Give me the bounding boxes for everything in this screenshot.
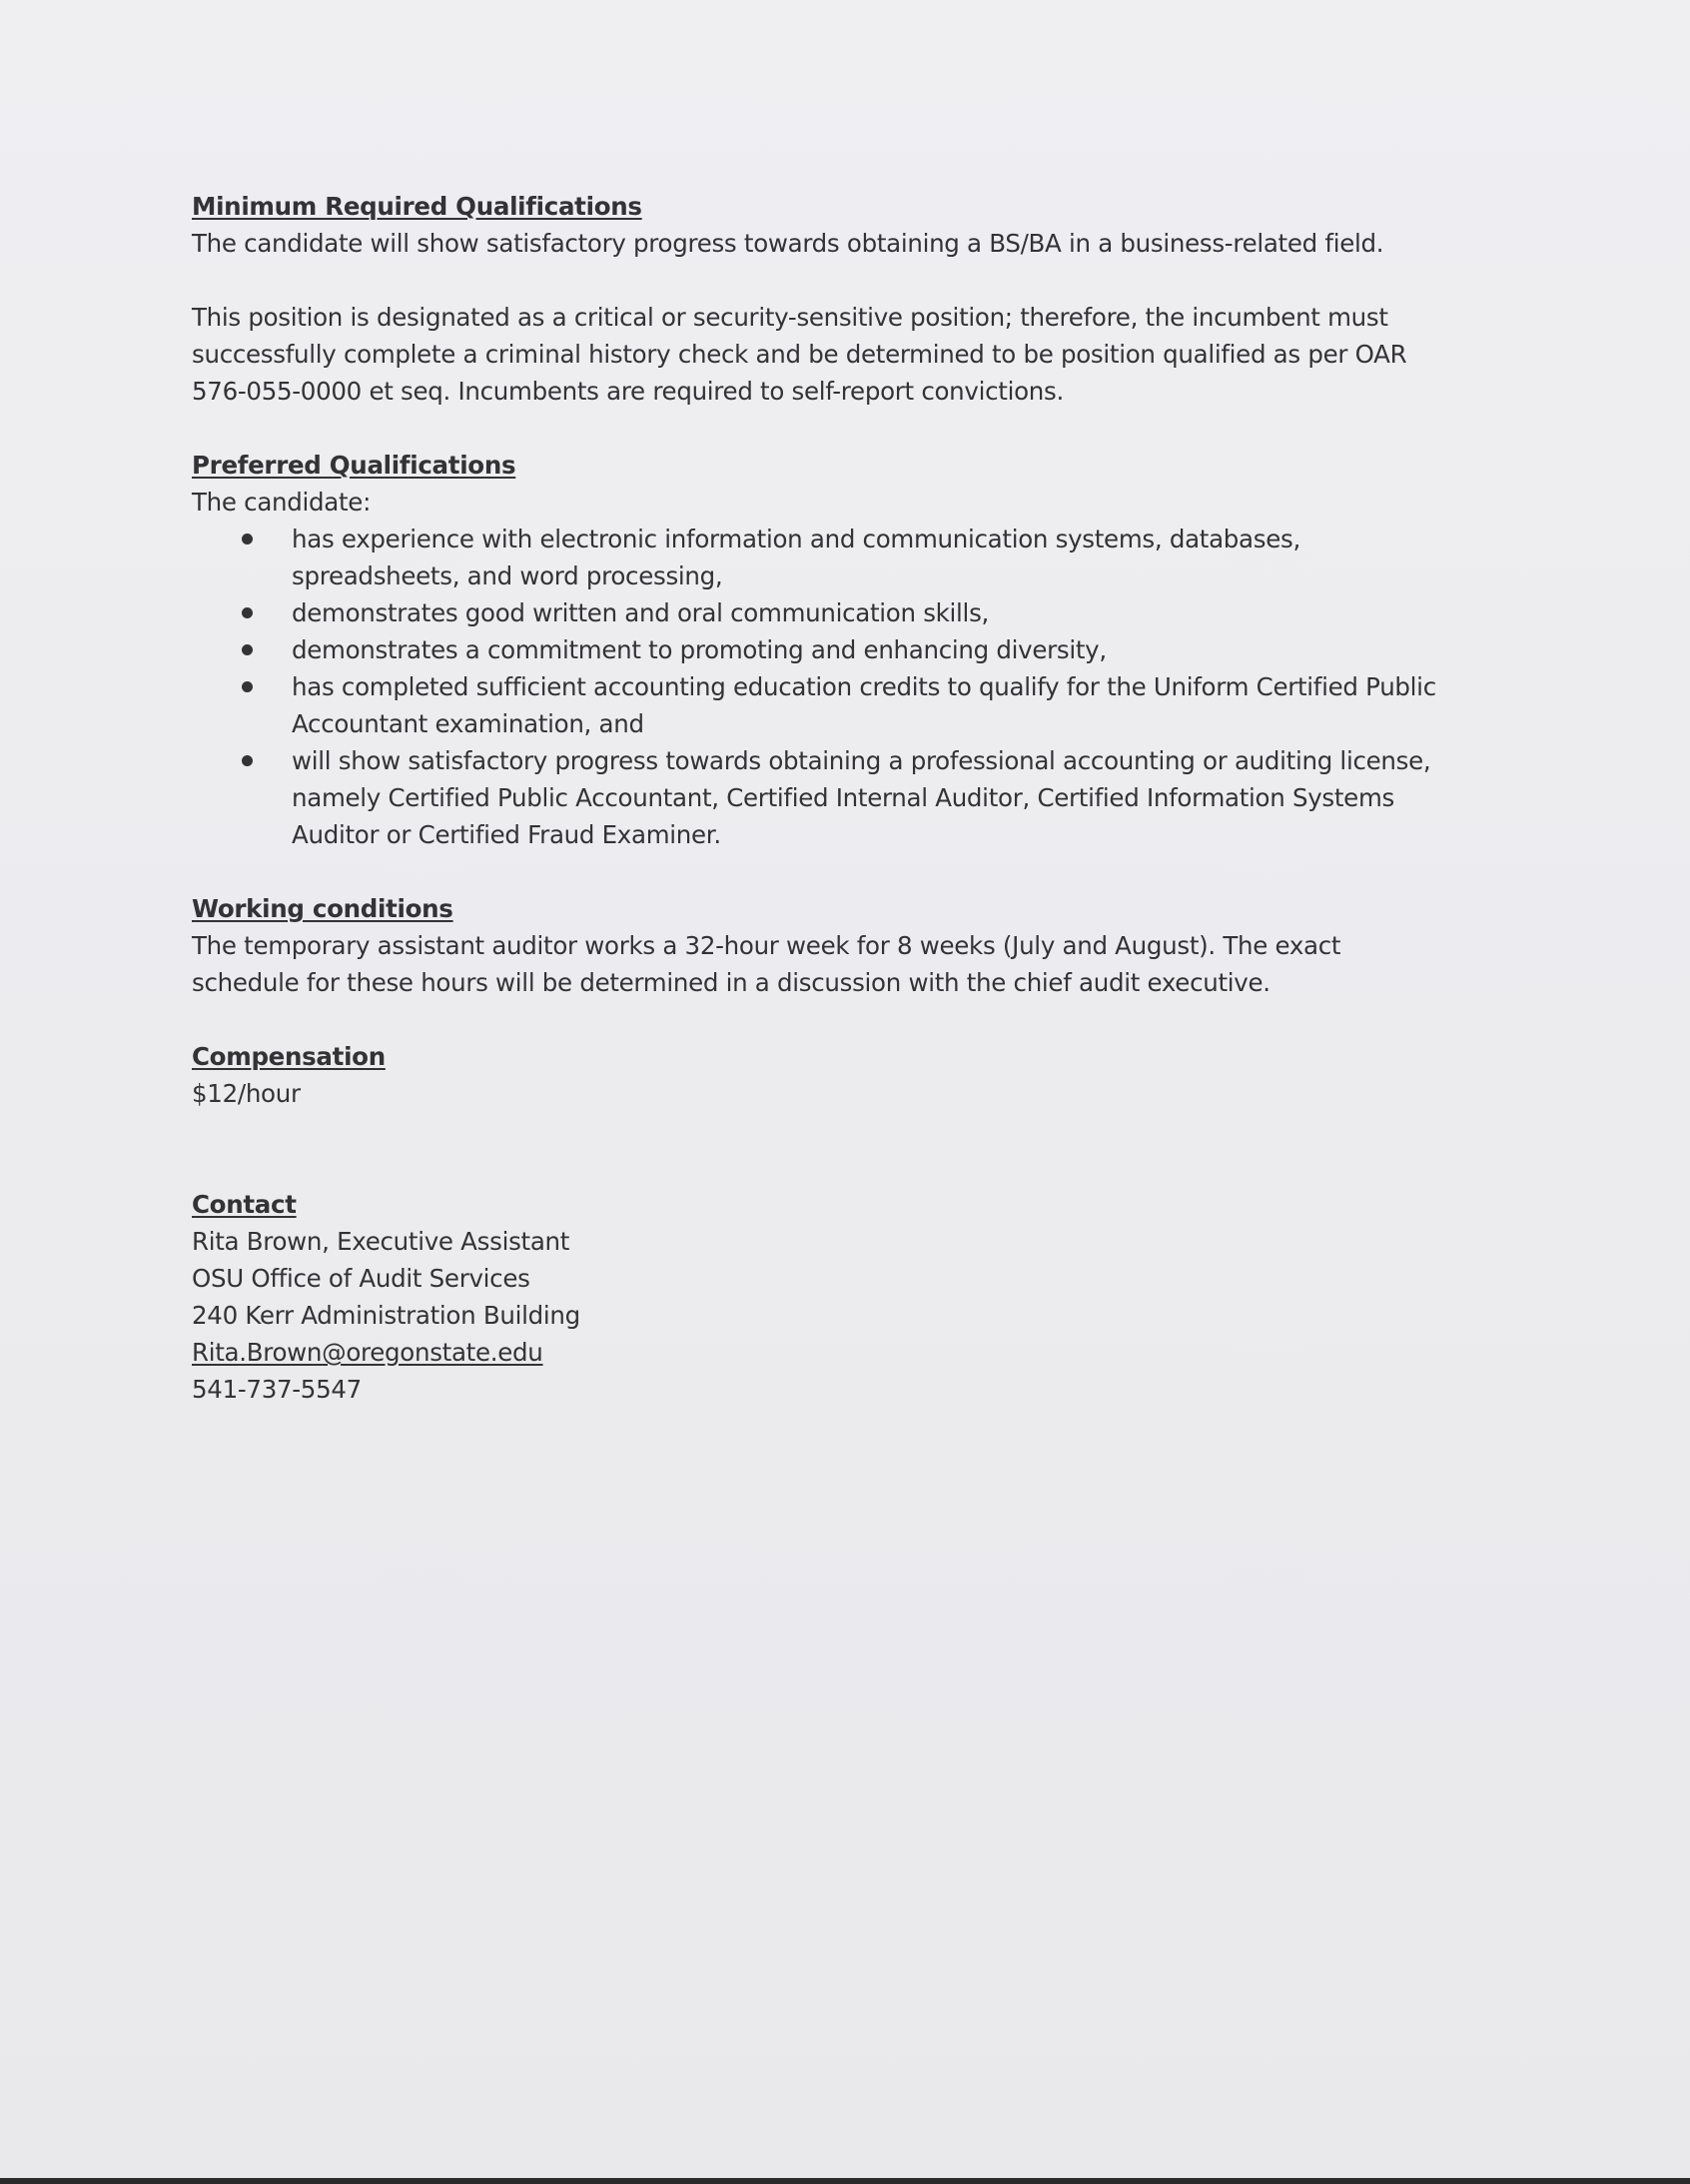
working-conditions-line-1: The temporary assistant auditor works a 32-hour week for 8 weeks (July and August). The exact	[192, 931, 1341, 960]
contact-name: Rita Brown, Executive Assistant	[192, 1227, 570, 1256]
security-sensitive-line-1: This position is designated as a critical or security-sensitive position; therefore, the incumbent must	[192, 303, 1388, 332]
working-conditions-heading: Working conditions	[192, 894, 453, 923]
security-sensitive-line-3: 576-055-0000 et seq. Incumbents are required to self-report convictions.	[192, 377, 1064, 406]
contact-email-link[interactable]: Rita.Brown@oregonstate.edu	[192, 1338, 543, 1367]
list-item	[192, 742, 1510, 853]
minimum-qualifications-text: The candidate will show satisfactory progress towards obtaining a BS/BA in a business-related field.	[192, 229, 1384, 258]
contact-office: OSU Office of Audit Services	[192, 1264, 530, 1293]
list-item-line: will show satisfactory progress towards obtaining a professional accounting or auditing license,	[292, 746, 1431, 775]
compensation-section	[192, 1038, 1510, 1112]
bullet-icon	[242, 534, 253, 545]
bullet-icon	[242, 755, 253, 766]
bullet-icon	[242, 644, 253, 655]
compensation-value: $12/hour	[192, 1079, 301, 1108]
bullet-icon	[242, 681, 253, 692]
minimum-qualifications-heading: Minimum Required Qualifications	[192, 192, 642, 221]
contact-phone: 541-737-5547	[192, 1375, 362, 1404]
preferred-qualifications-list	[192, 521, 1510, 853]
preferred-qualifications-intro: The candidate:	[192, 488, 372, 517]
bullet-icon	[242, 607, 253, 618]
working-conditions-line-2: schedule for these hours will be determined in a discussion with the chief audit executive.	[192, 968, 1270, 997]
list-item	[192, 631, 1510, 668]
list-item-line: namely Certified Public Accountant, Certified Internal Auditor, Certified Information Systems	[292, 783, 1394, 812]
security-sensitive-line-2: successfully complete a criminal history check and be determined to be position qualified as per OAR	[192, 340, 1407, 369]
contact-heading: Contact	[192, 1190, 297, 1219]
preferred-qualifications-heading: Preferred Qualifications	[192, 451, 516, 480]
compensation-heading: Compensation	[192, 1042, 386, 1071]
contact-address: 240 Kerr Administration Building	[192, 1301, 580, 1330]
list-item-line: demonstrates good written and oral communication skills,	[292, 598, 990, 627]
list-item-line: Accountant examination, and	[292, 709, 644, 738]
list-item	[192, 668, 1510, 742]
list-item-line: has experience with electronic information and communication systems, databases,	[292, 525, 1300, 553]
working-conditions-section	[192, 890, 1510, 1001]
contact-section	[192, 1186, 1510, 1408]
minimum-qualifications-section	[192, 188, 1510, 410]
list-item	[192, 594, 1510, 631]
preferred-qualifications-section	[192, 447, 1510, 853]
list-item-line: spreadsheets, and word processing,	[292, 561, 723, 590]
document-body	[192, 188, 1510, 1445]
list-item-line: Auditor or Certified Fraud Examiner.	[292, 820, 721, 849]
list-item-line: has completed sufficient accounting education credits to qualify for the Uniform Certified Public	[292, 672, 1436, 701]
list-item	[192, 521, 1510, 594]
list-item-line: demonstrates a commitment to promoting and enhancing diversity,	[292, 635, 1107, 664]
